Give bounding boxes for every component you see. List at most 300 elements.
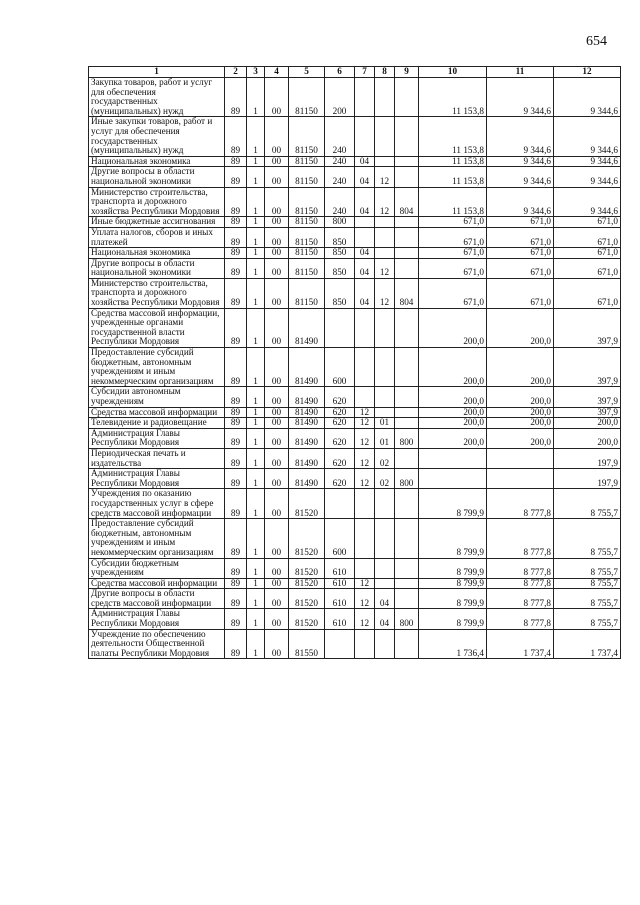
amount-cell-year-1: 200,0	[419, 407, 487, 418]
amount-cell-year-2: 1 737,4	[487, 629, 554, 659]
section-cell	[355, 348, 375, 387]
subsection-cell: 04	[375, 589, 395, 609]
expense-type-cell: 620	[325, 387, 355, 407]
code-cell: 89	[225, 78, 247, 117]
ministry-cell	[395, 489, 419, 519]
code-cell: 00	[265, 629, 289, 659]
expense-type-cell: 240	[325, 187, 355, 217]
subsection-cell	[375, 78, 395, 117]
row-name-cell: Субсидии автономным учреждениям	[89, 387, 225, 407]
subsection-cell	[375, 227, 395, 247]
row-name-cell: Предоставление субсидий бюджетным, автономным учреждениям и иным некоммерческим организациям	[89, 348, 225, 387]
subsection-cell	[375, 558, 395, 578]
code-cell: 00	[265, 227, 289, 247]
target-article-cell: 81490	[289, 428, 325, 448]
code-cell: 89	[225, 418, 247, 429]
amount-cell-year-2: 200,0	[487, 387, 554, 407]
expense-type-cell: 240	[325, 156, 355, 167]
amount-cell-year-1: 200,0	[419, 418, 487, 429]
amount-cell-year-2: 671,0	[487, 278, 554, 308]
code-cell: 00	[265, 278, 289, 308]
subsection-cell	[375, 248, 395, 259]
table-row	[89, 589, 621, 609]
code-cell: 89	[225, 469, 247, 489]
amount-cell-year-2: 9 344,6	[487, 78, 554, 117]
ministry-cell	[395, 407, 419, 418]
amount-cell-year-3: 200,0	[554, 428, 621, 448]
column-header: 10	[419, 67, 487, 78]
ministry-cell	[395, 558, 419, 578]
amount-cell-year-2	[487, 448, 554, 468]
target-article-cell: 81150	[289, 217, 325, 228]
column-header: 4	[265, 67, 289, 78]
subsection-cell	[375, 348, 395, 387]
column-header: 11	[487, 67, 554, 78]
section-cell: 12	[355, 589, 375, 609]
expense-type-cell: 600	[325, 519, 355, 558]
page-number: 654	[586, 34, 607, 49]
amount-cell-year-2: 9 344,6	[487, 156, 554, 167]
code-cell: 89	[225, 217, 247, 228]
subsection-cell	[375, 489, 395, 519]
target-article-cell: 81490	[289, 469, 325, 489]
amount-cell-year-2: 9 344,6	[487, 117, 554, 156]
code-cell: 89	[225, 629, 247, 659]
row-name-cell: Периодическая печать и издательства	[89, 448, 225, 468]
amount-cell-year-3: 671,0	[554, 258, 621, 278]
ministry-cell	[395, 348, 419, 387]
target-article-cell: 81520	[289, 558, 325, 578]
expense-type-cell: 610	[325, 589, 355, 609]
section-cell: 12	[355, 469, 375, 489]
row-name-cell: Иные закупки товаров, работ и услуг для обеспечения государственных (муниципальных) нужд	[89, 117, 225, 156]
ministry-cell	[395, 78, 419, 117]
amount-cell-year-3: 8 755,7	[554, 589, 621, 609]
expense-type-cell: 850	[325, 278, 355, 308]
subsection-cell	[375, 156, 395, 167]
amount-cell-year-3: 397,9	[554, 348, 621, 387]
subsection-cell: 01	[375, 428, 395, 448]
code-cell: 00	[265, 167, 289, 187]
amount-cell-year-2: 8 777,8	[487, 558, 554, 578]
code-cell: 00	[265, 578, 289, 589]
subsection-cell: 01	[375, 418, 395, 429]
expense-type-cell: 240	[325, 117, 355, 156]
target-article-cell: 81520	[289, 578, 325, 589]
ministry-cell	[395, 167, 419, 187]
subsection-cell: 12	[375, 187, 395, 217]
code-cell: 00	[265, 308, 289, 347]
expense-type-cell: 610	[325, 609, 355, 629]
section-cell: 12	[355, 428, 375, 448]
target-article-cell: 81150	[289, 278, 325, 308]
amount-cell-year-3: 8 755,7	[554, 558, 621, 578]
code-cell: 1	[247, 187, 265, 217]
ministry-cell	[395, 387, 419, 407]
amount-cell-year-3: 671,0	[554, 248, 621, 259]
target-article-cell: 81150	[289, 227, 325, 247]
ministry-cell	[395, 217, 419, 228]
section-cell: 12	[355, 448, 375, 468]
amount-cell-year-1: 8 799,9	[419, 489, 487, 519]
code-cell: 89	[225, 558, 247, 578]
section-cell: 12	[355, 418, 375, 429]
code-cell: 89	[225, 589, 247, 609]
section-cell	[355, 227, 375, 247]
amount-cell-year-2: 8 777,8	[487, 489, 554, 519]
section-cell	[355, 629, 375, 659]
column-header: 9	[395, 67, 419, 78]
code-cell: 1	[247, 428, 265, 448]
code-cell: 89	[225, 258, 247, 278]
expense-type-cell: 600	[325, 348, 355, 387]
ministry-cell	[395, 519, 419, 558]
amount-cell-year-3: 9 344,6	[554, 156, 621, 167]
expense-type-cell: 850	[325, 248, 355, 259]
expense-type-cell: 610	[325, 558, 355, 578]
amount-cell-year-1: 200,0	[419, 308, 487, 347]
code-cell: 89	[225, 387, 247, 407]
code-cell: 1	[247, 609, 265, 629]
target-article-cell: 81490	[289, 387, 325, 407]
expense-type-cell: 620	[325, 469, 355, 489]
amount-cell-year-1	[419, 469, 487, 489]
target-article-cell: 81520	[289, 609, 325, 629]
expense-type-cell: 620	[325, 418, 355, 429]
section-cell: 04	[355, 248, 375, 259]
table-body	[89, 78, 621, 659]
table-row	[89, 167, 621, 187]
column-header: 7	[355, 67, 375, 78]
row-name-cell: Администрация Главы Республики Мордовия	[89, 469, 225, 489]
code-cell: 89	[225, 248, 247, 259]
code-cell: 89	[225, 519, 247, 558]
subsection-cell: 12	[375, 258, 395, 278]
ministry-cell: 800	[395, 469, 419, 489]
section-cell: 04	[355, 187, 375, 217]
amount-cell-year-1: 11 153,8	[419, 167, 487, 187]
code-cell: 89	[225, 227, 247, 247]
amount-cell-year-1: 671,0	[419, 217, 487, 228]
amount-cell-year-1: 11 153,8	[419, 78, 487, 117]
table-row	[89, 348, 621, 387]
amount-cell-year-2: 200,0	[487, 407, 554, 418]
amount-cell-year-3: 397,9	[554, 308, 621, 347]
row-name-cell: Министерство строительства, транспорта и дорожного хозяйства Республики Мордовия	[89, 278, 225, 308]
ministry-cell	[395, 156, 419, 167]
amount-cell-year-1	[419, 448, 487, 468]
amount-cell-year-1: 11 153,8	[419, 117, 487, 156]
amount-cell-year-2	[487, 469, 554, 489]
amount-cell-year-3: 8 755,7	[554, 578, 621, 589]
code-cell: 89	[225, 278, 247, 308]
amount-cell-year-1: 671,0	[419, 258, 487, 278]
table-row	[89, 418, 621, 429]
code-cell: 1	[247, 418, 265, 429]
subsection-cell	[375, 629, 395, 659]
code-cell: 1	[247, 469, 265, 489]
code-cell: 1	[247, 348, 265, 387]
section-cell	[355, 387, 375, 407]
section-cell: 12	[355, 609, 375, 629]
code-cell: 00	[265, 117, 289, 156]
table-row	[89, 609, 621, 629]
table-row	[89, 117, 621, 156]
amount-cell-year-1: 671,0	[419, 248, 487, 259]
expense-type-cell	[325, 308, 355, 347]
code-cell: 1	[247, 578, 265, 589]
column-header: 2	[225, 67, 247, 78]
section-cell	[355, 78, 375, 117]
row-name-cell: Иные бюджетные ассигнования	[89, 217, 225, 228]
amount-cell-year-2: 9 344,6	[487, 167, 554, 187]
table-row	[89, 156, 621, 167]
code-cell: 00	[265, 469, 289, 489]
target-article-cell: 81490	[289, 418, 325, 429]
section-cell: 04	[355, 258, 375, 278]
code-cell: 00	[265, 428, 289, 448]
row-name-cell: Учреждения по оказанию государственных услуг в сфере средств массовой информации	[89, 489, 225, 519]
code-cell: 1	[247, 258, 265, 278]
ministry-cell	[395, 308, 419, 347]
code-cell: 1	[247, 248, 265, 259]
section-cell	[355, 217, 375, 228]
amount-cell-year-1: 8 799,9	[419, 558, 487, 578]
row-name-cell: Субсидии бюджетным учреждениям	[89, 558, 225, 578]
budget-table	[88, 66, 621, 659]
amount-cell-year-3: 397,9	[554, 387, 621, 407]
code-cell: 1	[247, 278, 265, 308]
code-cell: 00	[265, 156, 289, 167]
code-cell: 89	[225, 428, 247, 448]
ministry-cell	[395, 258, 419, 278]
amount-cell-year-3: 397,9	[554, 407, 621, 418]
code-cell: 89	[225, 156, 247, 167]
ministry-cell: 804	[395, 278, 419, 308]
target-article-cell: 81490	[289, 448, 325, 468]
amount-cell-year-1: 8 799,9	[419, 519, 487, 558]
ministry-cell	[395, 248, 419, 259]
ministry-cell	[395, 589, 419, 609]
code-cell: 89	[225, 308, 247, 347]
row-name-cell: Учреждение по обеспечению деятельности Общественной палаты Республики Мордовия	[89, 629, 225, 659]
amount-cell-year-1: 200,0	[419, 387, 487, 407]
column-header: 5	[289, 67, 325, 78]
expense-type-cell: 850	[325, 258, 355, 278]
column-header: 12	[554, 67, 621, 78]
amount-cell-year-3: 197,9	[554, 448, 621, 468]
amount-cell-year-2: 671,0	[487, 227, 554, 247]
code-cell: 89	[225, 117, 247, 156]
amount-cell-year-2: 671,0	[487, 258, 554, 278]
row-name-cell: Телевидение и радиовещание	[89, 418, 225, 429]
code-cell: 89	[225, 578, 247, 589]
expense-type-cell: 240	[325, 167, 355, 187]
amount-cell-year-3: 9 344,6	[554, 117, 621, 156]
table-row	[89, 217, 621, 228]
amount-cell-year-3: 9 344,6	[554, 187, 621, 217]
code-cell: 1	[247, 519, 265, 558]
ministry-cell	[395, 418, 419, 429]
subsection-cell: 12	[375, 278, 395, 308]
section-cell: 12	[355, 407, 375, 418]
row-name-cell: Средства массовой информации	[89, 578, 225, 589]
amount-cell-year-1: 671,0	[419, 227, 487, 247]
section-cell	[355, 519, 375, 558]
section-cell: 12	[355, 578, 375, 589]
target-article-cell: 81550	[289, 629, 325, 659]
row-name-cell: Министерство строительства, транспорта и дорожного хозяйства Республики Мордовия	[89, 187, 225, 217]
section-cell: 04	[355, 156, 375, 167]
column-header: 8	[375, 67, 395, 78]
table-row	[89, 308, 621, 347]
amount-cell-year-1: 8 799,9	[419, 609, 487, 629]
expense-type-cell	[325, 629, 355, 659]
amount-cell-year-1: 1 736,4	[419, 629, 487, 659]
target-article-cell: 81150	[289, 187, 325, 217]
amount-cell-year-2: 200,0	[487, 418, 554, 429]
code-cell: 00	[265, 348, 289, 387]
row-name-cell: Национальная экономика	[89, 248, 225, 259]
section-cell	[355, 308, 375, 347]
ministry-cell	[395, 448, 419, 468]
code-cell: 00	[265, 258, 289, 278]
row-name-cell: Администрация Главы Республики Мордовия	[89, 609, 225, 629]
code-cell: 1	[247, 227, 265, 247]
section-cell	[355, 558, 375, 578]
target-article-cell: 81150	[289, 156, 325, 167]
amount-cell-year-1: 200,0	[419, 428, 487, 448]
table-row	[89, 258, 621, 278]
code-cell: 1	[247, 167, 265, 187]
ministry-cell: 800	[395, 609, 419, 629]
amount-cell-year-2: 671,0	[487, 248, 554, 259]
table-row	[89, 428, 621, 448]
subsection-cell: 04	[375, 609, 395, 629]
subsection-cell: 12	[375, 167, 395, 187]
amount-cell-year-2: 200,0	[487, 348, 554, 387]
row-name-cell: Национальная экономика	[89, 156, 225, 167]
subsection-cell	[375, 387, 395, 407]
subsection-cell	[375, 308, 395, 347]
amount-cell-year-3: 197,9	[554, 469, 621, 489]
row-name-cell: Уплата налогов, сборов и иных платежей	[89, 227, 225, 247]
table-row	[89, 407, 621, 418]
code-cell: 1	[247, 629, 265, 659]
section-cell	[355, 489, 375, 519]
expense-type-cell: 620	[325, 448, 355, 468]
code-cell: 00	[265, 489, 289, 519]
subsection-cell: 02	[375, 469, 395, 489]
target-article-cell: 81520	[289, 589, 325, 609]
amount-cell-year-2: 8 777,8	[487, 519, 554, 558]
code-cell: 1	[247, 558, 265, 578]
subsection-cell	[375, 217, 395, 228]
column-header: 6	[325, 67, 355, 78]
table-row	[89, 519, 621, 558]
code-cell: 00	[265, 407, 289, 418]
code-cell: 00	[265, 217, 289, 228]
column-header: 3	[247, 67, 265, 78]
code-cell: 89	[225, 448, 247, 468]
code-cell: 00	[265, 448, 289, 468]
ministry-cell	[395, 629, 419, 659]
code-cell: 1	[247, 308, 265, 347]
amount-cell-year-3: 9 344,6	[554, 78, 621, 117]
amount-cell-year-2: 9 344,6	[487, 187, 554, 217]
expense-type-cell	[325, 489, 355, 519]
table-row	[89, 227, 621, 247]
expense-type-cell: 620	[325, 407, 355, 418]
subsection-cell	[375, 578, 395, 589]
ministry-cell: 804	[395, 187, 419, 217]
code-cell: 1	[247, 156, 265, 167]
subsection-cell	[375, 117, 395, 156]
code-cell: 00	[265, 558, 289, 578]
target-article-cell: 81490	[289, 348, 325, 387]
target-article-cell: 81490	[289, 407, 325, 418]
code-cell: 89	[225, 609, 247, 629]
code-cell: 89	[225, 187, 247, 217]
amount-cell-year-2: 8 777,8	[487, 609, 554, 629]
code-cell: 00	[265, 589, 289, 609]
row-name-cell: Средства массовой информации, учрежденные органами государственной власти Республики Мордовия	[89, 308, 225, 347]
amount-cell-year-1: 671,0	[419, 278, 487, 308]
subsection-cell	[375, 407, 395, 418]
row-name-cell: Администрация Главы Республики Мордовия	[89, 428, 225, 448]
code-cell: 00	[265, 418, 289, 429]
amount-cell-year-2: 200,0	[487, 308, 554, 347]
table-row	[89, 629, 621, 659]
section-cell	[355, 117, 375, 156]
amount-cell-year-3: 8 755,7	[554, 609, 621, 629]
expense-type-cell: 800	[325, 217, 355, 228]
code-cell: 00	[265, 248, 289, 259]
target-article-cell: 81150	[289, 78, 325, 117]
amount-cell-year-2: 8 777,8	[487, 578, 554, 589]
expense-type-cell: 610	[325, 578, 355, 589]
target-article-cell: 81520	[289, 519, 325, 558]
code-cell: 00	[265, 187, 289, 217]
expense-type-cell: 200	[325, 78, 355, 117]
amount-cell-year-3: 8 755,7	[554, 519, 621, 558]
table-row	[89, 448, 621, 468]
code-cell: 00	[265, 78, 289, 117]
row-name-cell: Другие вопросы в области национальной экономики	[89, 167, 225, 187]
target-article-cell: 81150	[289, 117, 325, 156]
ministry-cell: 800	[395, 428, 419, 448]
code-cell: 00	[265, 387, 289, 407]
subsection-cell: 02	[375, 448, 395, 468]
target-article-cell: 81150	[289, 258, 325, 278]
table-row	[89, 489, 621, 519]
amount-cell-year-3: 671,0	[554, 217, 621, 228]
table-row	[89, 278, 621, 308]
code-cell: 89	[225, 407, 247, 418]
subsection-cell	[375, 519, 395, 558]
section-cell: 04	[355, 167, 375, 187]
ministry-cell	[395, 227, 419, 247]
code-cell: 00	[265, 519, 289, 558]
amount-cell-year-3: 1 737,4	[554, 629, 621, 659]
amount-cell-year-3: 200,0	[554, 418, 621, 429]
expense-type-cell: 850	[325, 227, 355, 247]
table-row	[89, 78, 621, 117]
target-article-cell: 81490	[289, 308, 325, 347]
ministry-cell	[395, 117, 419, 156]
amount-cell-year-3: 671,0	[554, 278, 621, 308]
amount-cell-year-3: 9 344,6	[554, 167, 621, 187]
